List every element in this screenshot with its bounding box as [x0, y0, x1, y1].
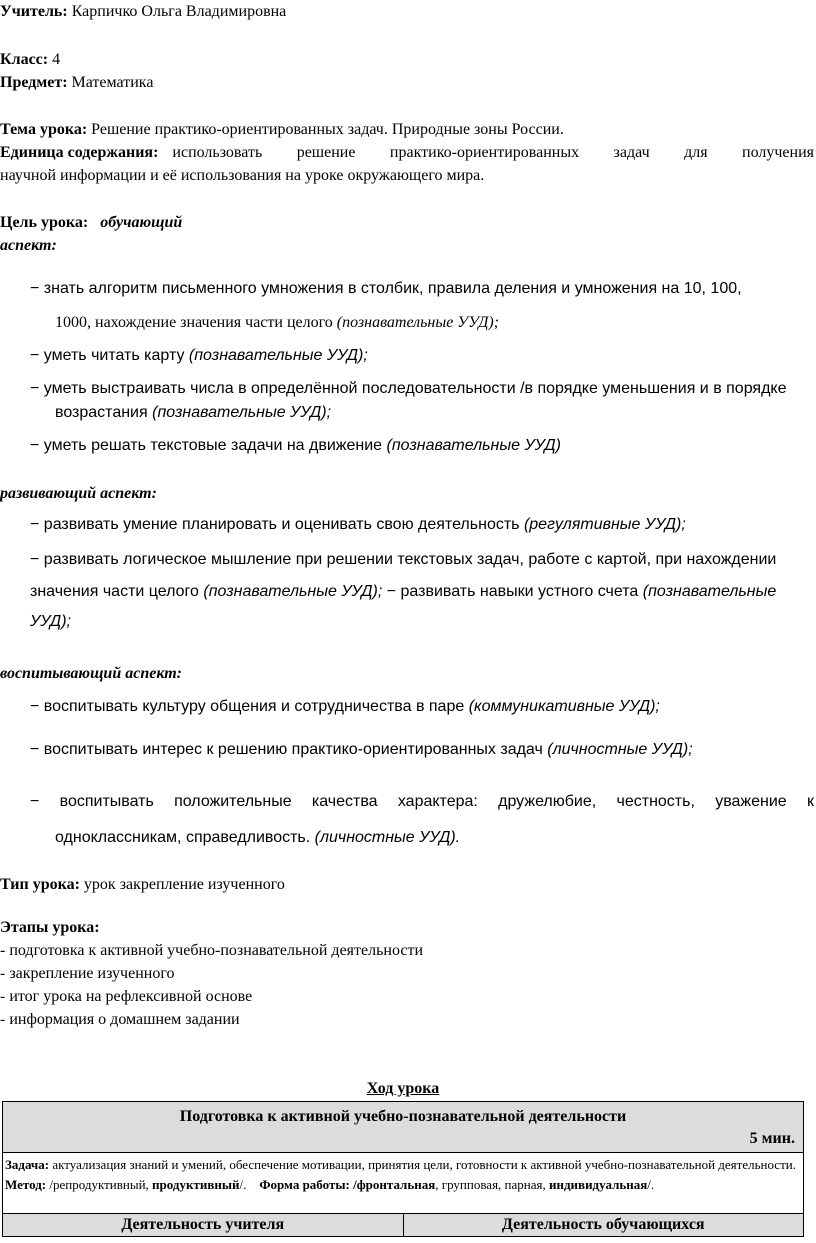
- upbringing-item-3-line2: [55, 828, 460, 848]
- teaching-item-2-tag: (познавательные УУД);: [188, 347, 368, 364]
- task-text: актуализация знаний и умений, обеспечение мотивации, принятия цели, готовности к активной учебно-познавательной деятельности.: [49, 1157, 796, 1172]
- upbringing-item-3-line1: [30, 792, 814, 812]
- task-line: [5, 1157, 801, 1173]
- topic-line: [0, 120, 564, 140]
- developing-item-2-tag1: (познавательные УУД);: [203, 583, 383, 600]
- developing-item-1: [30, 515, 686, 535]
- upbringing-item-2: [30, 740, 693, 760]
- content-unit-label: Единица содержания:: [0, 144, 159, 161]
- col-students-header: Деятельность обучающихся: [403, 1214, 804, 1237]
- teacher-label: Учитель:: [0, 3, 68, 20]
- method-label: Метод:: [5, 1177, 47, 1192]
- task-label: Задача:: [5, 1157, 50, 1172]
- subject-line: [0, 73, 153, 93]
- upbringing-word: уважение: [715, 793, 787, 810]
- teacher-line: [0, 2, 286, 22]
- stage-item: - подготовка к активной учебно-познавательной деятельности: [0, 942, 424, 959]
- upbringing-word: к: [806, 793, 814, 810]
- teaching-item-1-line1: − знать алгоритм письменного умножения в столбик, правила деления и умножения на 10, 100,: [30, 280, 742, 297]
- method-part-3: /.: [239, 1177, 260, 1192]
- stages-heading: Этапы урока:: [0, 919, 100, 936]
- lesson-type-label: Тип урока:: [0, 876, 80, 893]
- upbringing-word: −: [30, 793, 40, 810]
- lesson-type-line: [0, 875, 285, 895]
- upbringing-word: честность,: [616, 793, 695, 810]
- developing-heading: развивающий аспект:: [0, 485, 157, 502]
- lesson-type-value: урок закрепление изученного: [79, 876, 285, 893]
- upbringing-word: дружелюбие,: [498, 793, 597, 810]
- form-part-1: , групповая, парная,: [435, 1177, 549, 1192]
- grade-label: Класс:: [0, 51, 49, 68]
- task-cell: [3, 1153, 804, 1214]
- teaching-item-1-line2: [55, 313, 499, 333]
- goal-aspect-line2: аспект:: [0, 237, 57, 254]
- upbringing-item-1-tag: (коммуникативные УУД);: [468, 698, 660, 715]
- teaching-item-3-text2: возрастания: [55, 404, 153, 421]
- developing-item-1-text: − развивать умение планировать и оценивать свою деятельность: [30, 516, 524, 533]
- teaching-item-3-line1: − уметь выстраивать числа в определённой последовательности /в порядке уменьшения и в порядке: [30, 380, 787, 397]
- content-unit-text1: использовать решение практико-ориентированных задач для получения: [172, 144, 814, 161]
- stage-item: - итог урока на рефлексивной основе: [0, 988, 253, 1005]
- teacher-value: Карпичко Ольга Владимировна: [67, 3, 287, 20]
- form-part-2: индивидуальная: [549, 1177, 648, 1192]
- developing-item-2-text2a: значения части целого: [30, 583, 204, 600]
- developing-item-2-tag2: (познавательные: [642, 583, 777, 600]
- stage-minutes: 5 мин.: [749, 1130, 795, 1147]
- teaching-item-4-text: − уметь решать текстовые задачи на движение: [30, 437, 387, 454]
- topic-label: Тема урока:: [0, 121, 88, 138]
- form-label: Форма работы: /фронтальная: [259, 1177, 436, 1192]
- topic-value: Решение практико-ориентированных задач. Природные зоны России.: [87, 121, 564, 138]
- stage-item: - информация о домашнем задании: [0, 1011, 240, 1028]
- upbringing-item-2-text: − воспитывать интерес к решению практико-ориентированных задач: [30, 741, 548, 758]
- teaching-item-1-tag: (познавательные УУД);: [336, 314, 500, 331]
- col-teacher-header: Деятельность учителя: [3, 1214, 404, 1237]
- upbringing-item-1: [30, 697, 660, 717]
- developing-item-1-tag: (регулятивные УУД);: [523, 516, 686, 533]
- method-line: [5, 1177, 801, 1193]
- teaching-item-2-text: − уметь читать карту: [30, 347, 189, 364]
- stage-header-cell: [3, 1102, 804, 1153]
- teaching-item-2: [30, 346, 368, 366]
- developing-item-2-line3: УУД);: [30, 613, 71, 630]
- upbringing-word: положительные: [174, 793, 292, 810]
- subject-value: Математика: [67, 74, 154, 91]
- upbringing-word: воспитывать: [59, 793, 154, 810]
- content-unit-text2: научной информации и её использования на уроке окружающего мира.: [0, 167, 485, 184]
- content-unit-line1: [0, 143, 814, 163]
- upbringing-item-3-text2: одноклассникам, справедливость.: [55, 829, 315, 846]
- teaching-item-4: [30, 436, 561, 456]
- upbringing-word: качества: [311, 793, 378, 810]
- subject-label: Предмет:: [0, 74, 68, 91]
- stage-title: Подготовка к активной учебно-познавательной деятельности: [179, 1108, 627, 1125]
- goal-aspect-word: обучающий: [100, 214, 183, 231]
- teaching-item-4-tag: (познавательные УУД): [386, 437, 561, 454]
- goal-label: Цель урока:: [0, 214, 89, 231]
- goal-line: [0, 213, 182, 233]
- developing-item-2-text2b: − развивать навыки устного счета: [382, 583, 643, 600]
- form-part-3: /.: [647, 1177, 655, 1192]
- grade-value: 4: [48, 51, 61, 68]
- upbringing-item-2-tag: (личностные УУД);: [547, 741, 693, 758]
- upbringing-word: характера:: [397, 793, 478, 810]
- stage-item: - закрепление изученного: [0, 965, 175, 982]
- course-title: Ход урока: [366, 1080, 440, 1097]
- lesson-course-table: [2, 1101, 804, 1237]
- method-part-2: продуктивный: [152, 1177, 240, 1192]
- developing-item-2-line2: [30, 582, 776, 602]
- grade-line: [0, 50, 60, 70]
- developing-item-2-line1: − развивать логическое мышление при решении текстовых задач, работе с картой, при нахождении: [30, 551, 777, 568]
- upbringing-heading: воспитывающий аспект:: [0, 665, 182, 682]
- teaching-item-3-tag: (познавательные УУД);: [152, 404, 332, 421]
- method-part-1: /репродуктивный,: [46, 1177, 153, 1192]
- teaching-item-3-line2: [55, 403, 331, 423]
- upbringing-item-1-text: − воспитывать культуру общения и сотрудничества в паре: [30, 698, 469, 715]
- teaching-item-1-text2: 1000, нахождение значения части целого: [55, 314, 337, 331]
- upbringing-item-3-tag: (личностные УУД).: [314, 829, 461, 846]
